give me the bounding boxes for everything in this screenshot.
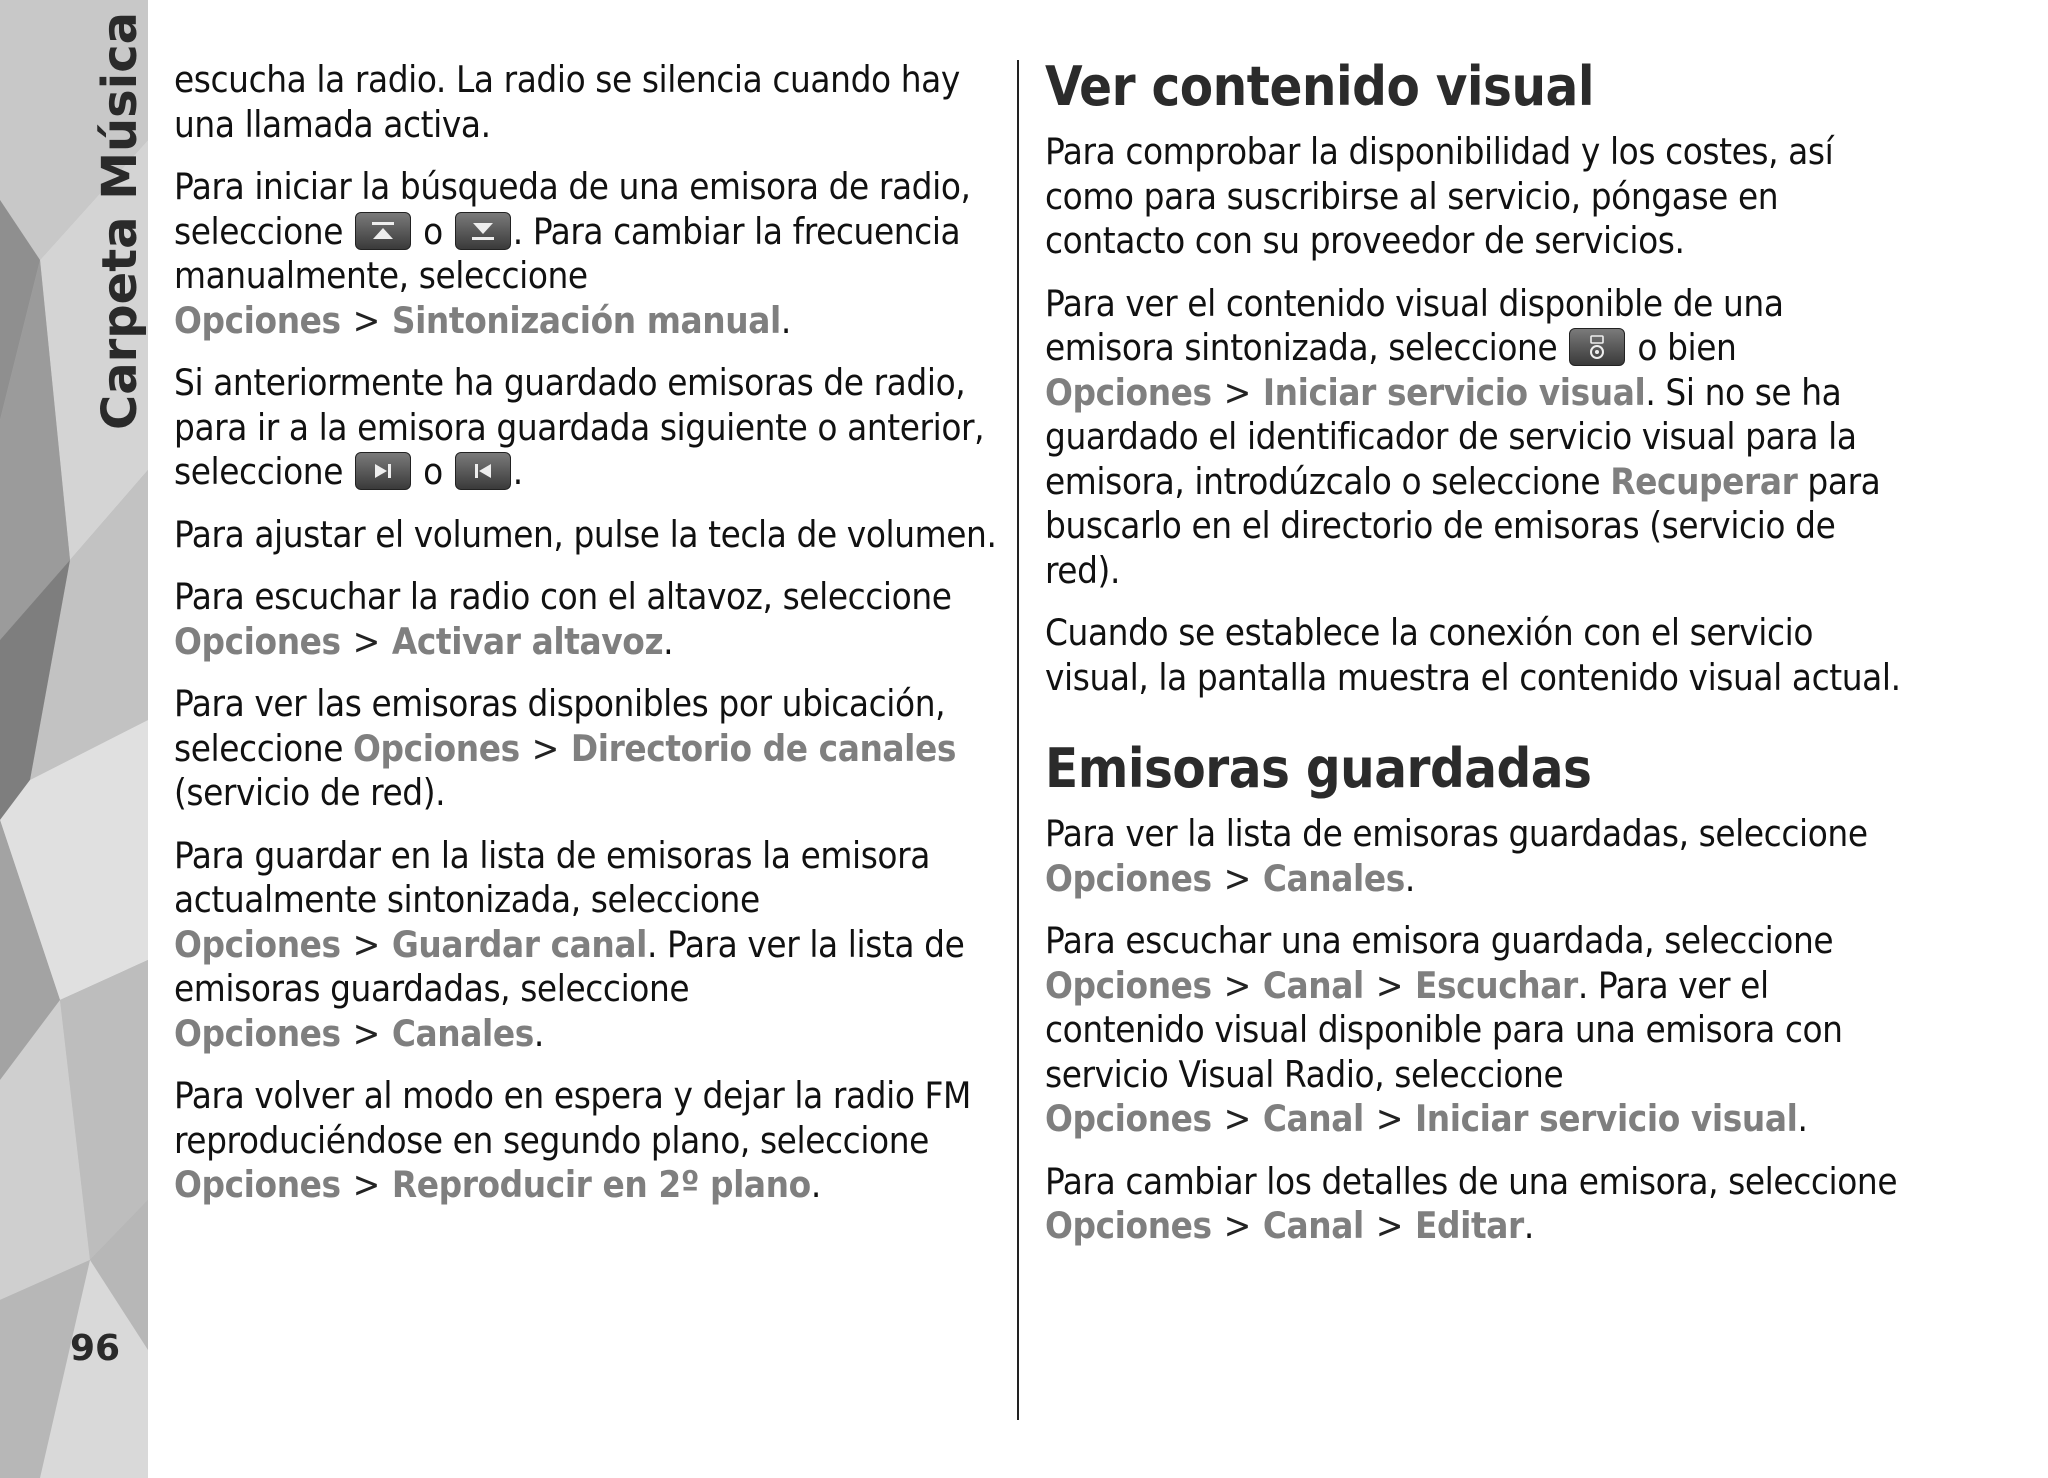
menu-save-channel: Guardar canal [391, 922, 647, 966]
menu-options: Opciones [1045, 1204, 1212, 1247]
section-title: Carpeta Música [92, 11, 148, 430]
menu-activate-speaker: Activar altavoz [391, 619, 664, 663]
menu-manual-tuning: Sintonización manual [391, 298, 781, 342]
paragraph: Si anteriormente ha guardado emisoras de radio, para ir a la emisora guardada siguiente o anterior, seleccione o . [174, 361, 985, 493]
menu-edit: Editar [1414, 1204, 1524, 1247]
paragraph: Para volver al modo en espera y dejar la radio FM reproduciéndose en segundo plano, seleccione Opciones > Reproducir en 2º plano. [174, 1074, 971, 1206]
visual-service-icon [1569, 328, 1625, 366]
menu-options: Opciones [1045, 963, 1212, 1007]
menu-options: Opciones [1045, 856, 1212, 900]
paragraph: Para comprobar la disponibilidad y los costes, así como para suscribirse al servicio, póngase en contacto con su proveedor de servicios. [1045, 130, 1834, 262]
paragraph: Para cambiar los detalles de una emisora, seleccione Opciones > Canal > Editar. [1045, 1159, 1898, 1247]
column-divider [1017, 60, 1019, 1420]
previous-station-icon [455, 452, 511, 490]
paragraph: Para ver el contenido visual disponible de una emisora sintonizada, seleccione o bien Opciones > Iniciar servicio visual. Si no se ha guardado el identificador de servicio visual para la emisora, introdúzcalo o seleccione Recuperar para buscarlo en el directorio de emisoras (servicio de red). [1045, 281, 1881, 592]
seek-up-icon [355, 212, 411, 250]
menu-play-background: Reproducir en 2º plano [391, 1163, 811, 1206]
menu-channels: Canales [391, 1011, 534, 1055]
paragraph: Cuando se establece la conexión con el servicio visual, la pantalla muestra el contenido visual actual. [1045, 611, 1901, 699]
menu-channel: Canal [1262, 1097, 1364, 1140]
menu-options: Opciones [174, 922, 341, 966]
paragraph: Para ajustar el volumen, pulse la tecla de volumen. [174, 512, 997, 556]
menu-listen: Escuchar [1414, 963, 1578, 1007]
next-station-icon [355, 452, 411, 490]
menu-options: Opciones [1045, 1097, 1212, 1140]
menu-options: Opciones [174, 1011, 341, 1055]
menu-start-visual-service: Iniciar servicio visual [1262, 370, 1646, 414]
left-column [174, 58, 1006, 1226]
menu-start-visual-service: Iniciar servicio visual [1414, 1097, 1798, 1140]
paragraph: Para guardar en la lista de emisoras la emisora actualmente sintonizada, seleccione Opciones > Guardar canal. Para ver la lista de emisoras guardadas, seleccione Opciones > Canales. [174, 833, 965, 1055]
menu-channel: Canal [1262, 963, 1364, 1007]
right-column [1045, 56, 1905, 1267]
seek-down-icon [455, 212, 511, 250]
paragraph: Para iniciar la búsqueda de una emisora de radio, seleccione o . Para cambiar la frecuencia manualmente, seleccione Opciones > Sintonización manual. [174, 165, 971, 342]
paragraph: Para escuchar la radio con el altavoz, seleccione Opciones > Activar altavoz. [174, 575, 952, 663]
paragraph: Para ver las emisoras disponibles por ubicación, seleccione Opciones > Directorio de canales (servicio de red). [174, 682, 957, 814]
menu-options: Opciones [174, 1163, 341, 1206]
menu-channel: Canal [1262, 1204, 1364, 1247]
page-number: 96 [70, 1328, 121, 1369]
menu-options: Opciones [174, 298, 341, 342]
menu-retrieve: Recuperar [1610, 459, 1798, 503]
menu-channels: Canales [1262, 856, 1405, 900]
section-heading: Ver contenido visual [1045, 55, 1594, 118]
menu-options: Opciones [1045, 370, 1212, 414]
section-sidebar [0, 0, 148, 1478]
paragraph: Para ver la lista de emisoras guardadas, seleccione Opciones > Canales. [1045, 812, 1868, 900]
menu-options: Opciones [174, 619, 341, 663]
paragraph: Para escuchar una emisora guardada, seleccione Opciones > Canal > Escuchar. Para ver el contenido visual disponible para una emisora con servicio Visual Radio, seleccione Opciones > Canal > Iniciar servicio visual. [1045, 919, 1843, 1140]
menu-options: Opciones [353, 726, 520, 770]
paragraph: escucha la radio. La radio se silencia cuando hay una llamada activa. [174, 58, 960, 146]
menu-channel-directory: Directorio de canales [570, 726, 957, 770]
section-heading: Emisoras guardadas [1045, 737, 1592, 800]
